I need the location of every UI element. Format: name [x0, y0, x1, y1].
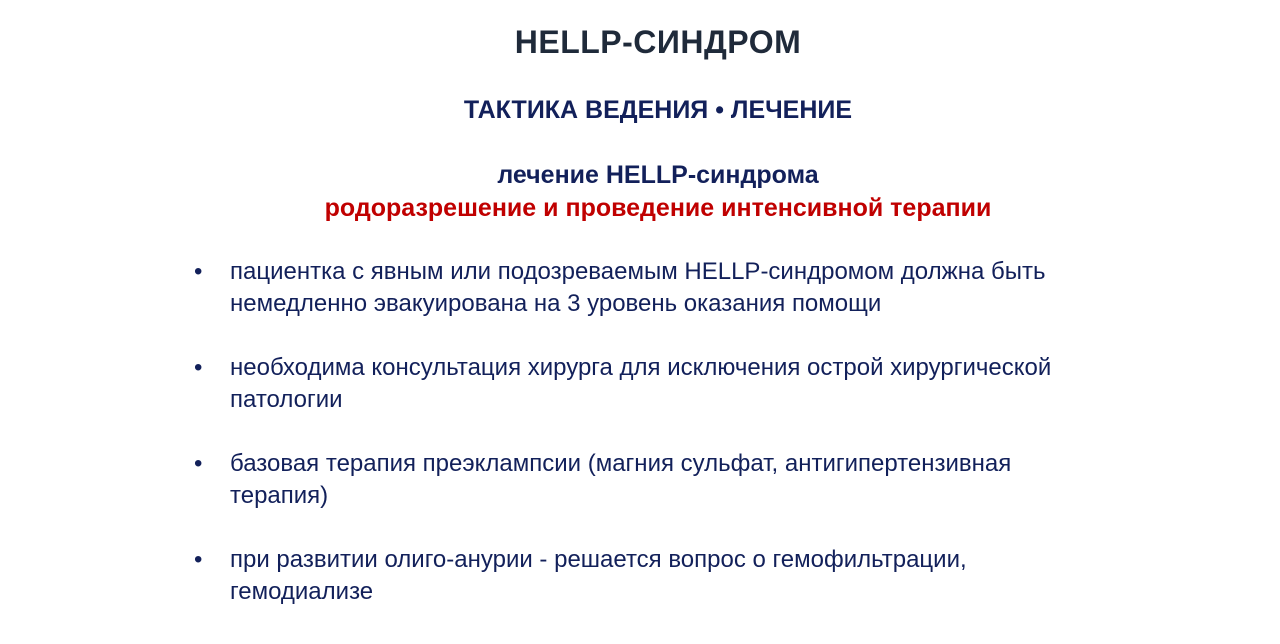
bullet-list	[190, 256, 1110, 640]
slide-title: HELLP-СИНДРОМ	[514, 24, 802, 60]
bullet-text: пациентка с явным или подозреваемым HELLP-синдромом должна быть немедленно эвакуирована на 3 уровень оказания помощи	[230, 258, 1046, 317]
bullet-item	[190, 544, 1110, 608]
bullet-dot-icon: •	[194, 354, 203, 381]
bullet-item	[190, 256, 1110, 320]
bullet-item	[190, 448, 1110, 512]
lead-heading: лечение HELLP-синдрома	[497, 161, 819, 189]
bullet-dot-icon: •	[194, 450, 203, 477]
bullet-text: необходима консультация хирурга для исключения острой хирургической патологии	[230, 354, 1052, 413]
bullet-dot-icon: •	[194, 546, 203, 573]
bullet-item	[190, 352, 1110, 416]
lead-highlight: родоразрешение и проведение интенсивной терапии	[324, 194, 992, 222]
bullet-text: базовая терапия преэклампсии (магния сульфат, антигипертензивная терапия)	[230, 450, 1012, 509]
slide-subtitle: ТАКТИКА ВЕДЕНИЯ • ЛЕЧЕНИЕ	[463, 96, 853, 124]
bullet-text: при развитии олиго-анурии - решается вопрос о гемофильтрации, гемодиализе	[230, 546, 967, 605]
bullet-dot-icon: •	[194, 258, 203, 285]
